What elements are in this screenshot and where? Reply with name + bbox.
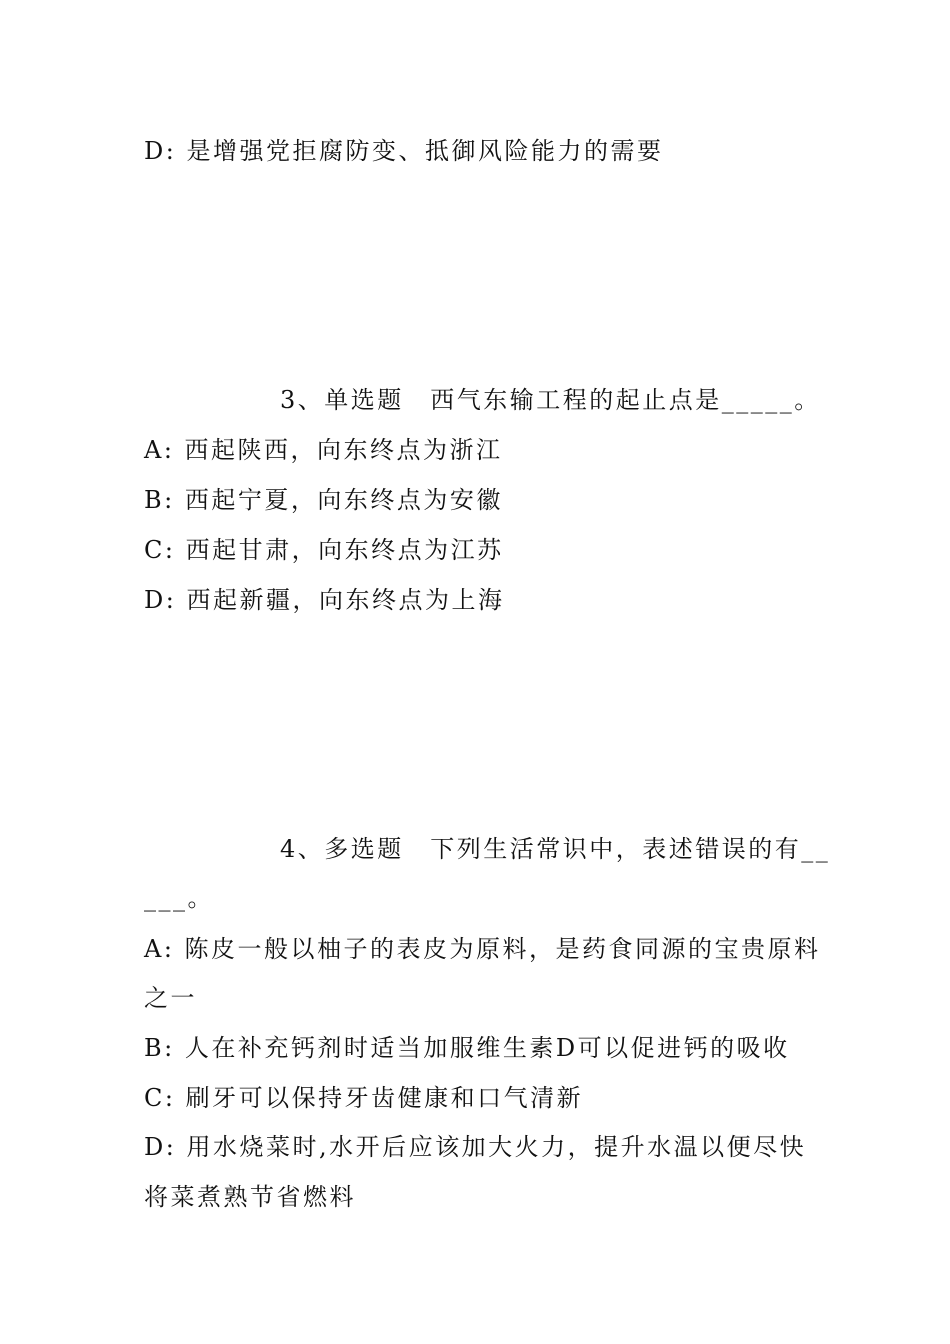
question-3-option-b: B: 西起宁夏，向东终点为安徽 — [144, 486, 503, 514]
question-3-option-c: C: 西起甘肃，向东终点为江苏 — [144, 536, 504, 564]
question-4-option-b: B: 人在补充钙剂时适当加服维生素D可以促进钙的吸收 — [144, 1034, 790, 1062]
question-4-option-d-line-2: 将菜煮熟节省燃料 — [144, 1183, 356, 1211]
question-4-option-c: C: 刷牙可以保持牙齿健康和口气清新 — [144, 1084, 584, 1112]
question-4-option-a-line-2: 之一 — [144, 984, 197, 1012]
question-4-option-d-line-1: D: 用水烧菜时,水开后应该加大火力，提升水温以便尽快 — [144, 1133, 807, 1161]
question-3-option-d: D: 西起新疆，向东终点为上海 — [144, 586, 505, 614]
question-4-title-line-2: ___。 — [144, 884, 214, 912]
question-4-option-a-line-1: A: 陈皮一般以柚子的表皮为原料，是药食同源的宝贵原料 — [144, 935, 821, 963]
prev-option-d: D: 是增强党拒腐防变、抵御风险能力的需要 — [144, 137, 664, 165]
question-3-title: 3、单选题 西气东输工程的起止点是_____。 — [280, 386, 821, 414]
question-3-option-a: A: 西起陕西，向东终点为浙江 — [144, 436, 503, 464]
question-4-title-line-1: 4、多选题 下列生活常识中，表述错误的有__ — [280, 835, 831, 863]
